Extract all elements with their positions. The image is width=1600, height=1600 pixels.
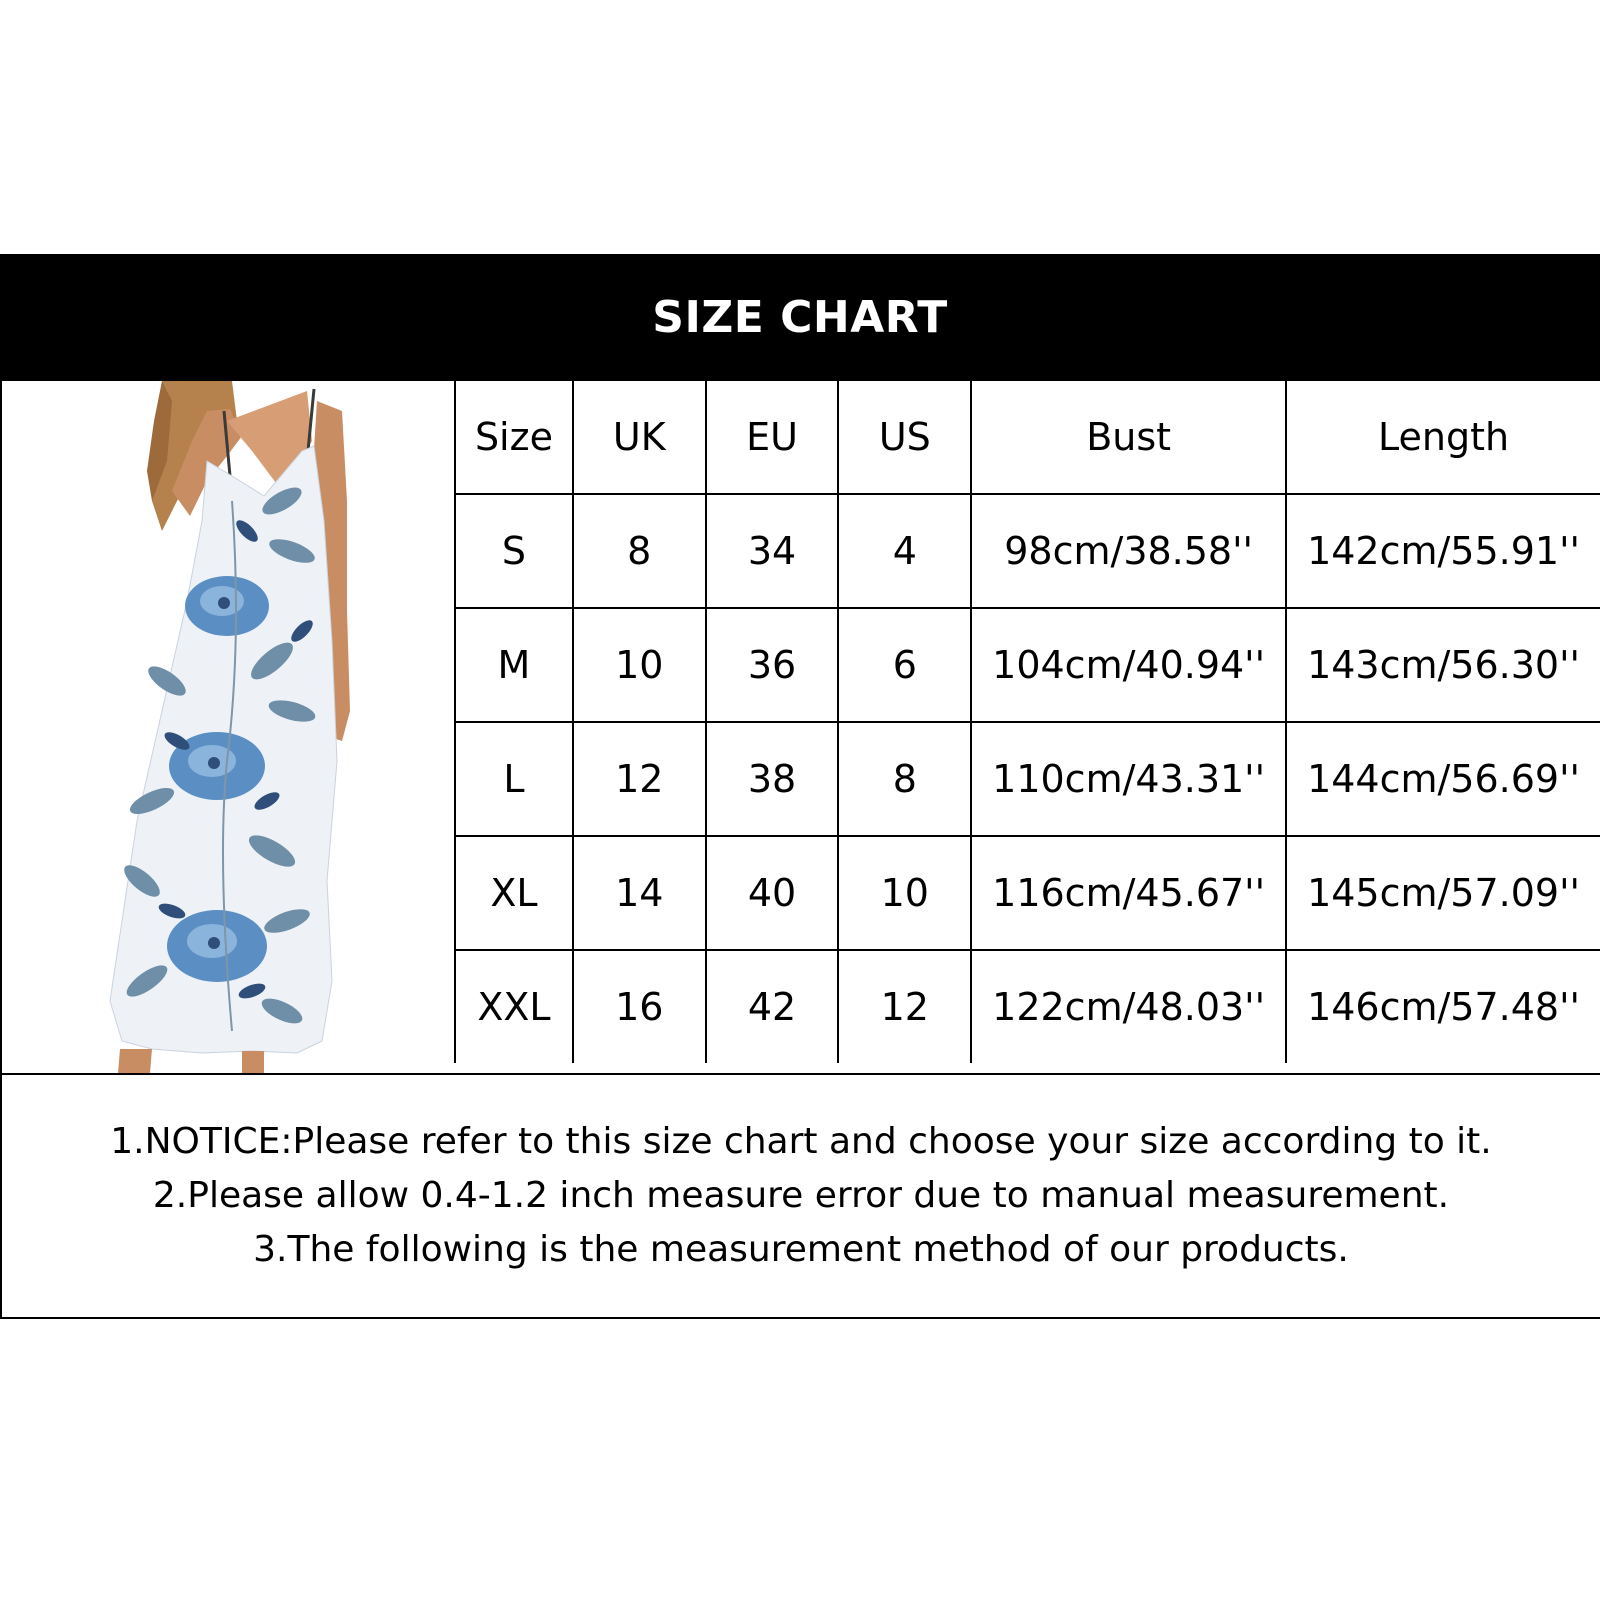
note-line-3: 3.The following is the measurement method of our products. [253, 1229, 1349, 1270]
floral-maxi-dress-photo [2, 381, 454, 1073]
cell-length: 143cm/56.30'' [1286, 608, 1600, 722]
cell-eu: 36 [706, 608, 839, 722]
dress-illustration [2, 381, 454, 1073]
cell-us: 8 [838, 722, 971, 836]
cell-length: 146cm/57.48'' [1286, 950, 1600, 1063]
cell-us: 10 [838, 836, 971, 950]
cell-us: 12 [838, 950, 971, 1063]
header-eu: EU [706, 381, 839, 494]
cell-length: 142cm/55.91'' [1286, 494, 1600, 608]
cell-uk: 8 [573, 494, 706, 608]
cell-uk: 10 [573, 608, 706, 722]
notes-section [2, 1073, 1600, 1317]
chart-body [0, 381, 1600, 1319]
table-header-row [455, 381, 1600, 494]
header-bar [0, 254, 1600, 381]
size-chart [0, 254, 1600, 1319]
table-row [455, 494, 1600, 608]
cell-size: S [455, 494, 573, 608]
cell-uk: 12 [573, 722, 706, 836]
chart-title: SIZE CHART [652, 292, 948, 343]
cell-us: 4 [838, 494, 971, 608]
header-us: US [838, 381, 971, 494]
cell-size: XL [455, 836, 573, 950]
cell-bust: 116cm/45.67'' [971, 836, 1286, 950]
cell-length: 144cm/56.69'' [1286, 722, 1600, 836]
cell-us: 6 [838, 608, 971, 722]
cell-uk: 14 [573, 836, 706, 950]
table-row [455, 608, 1600, 722]
header-uk: UK [573, 381, 706, 494]
cell-eu: 38 [706, 722, 839, 836]
cell-size: XXL [455, 950, 573, 1063]
cell-size: M [455, 608, 573, 722]
cell-uk: 16 [573, 950, 706, 1063]
cell-eu: 34 [706, 494, 839, 608]
table-row [455, 836, 1600, 950]
note-line-2: 2.Please allow 0.4-1.2 inch measure error due to manual measurement. [152, 1175, 1450, 1216]
cell-bust: 104cm/40.94'' [971, 608, 1286, 722]
table-row [455, 722, 1600, 836]
note-line-1: 1.NOTICE:Please refer to this size chart and choose your size according to it. [110, 1121, 1492, 1162]
cell-bust: 98cm/38.58'' [971, 494, 1286, 608]
header-bust: Bust [971, 381, 1286, 494]
cell-eu: 40 [706, 836, 839, 950]
cell-eu: 42 [706, 950, 839, 1063]
flower-icon [185, 576, 269, 636]
size-table [454, 381, 1600, 1063]
cell-length: 145cm/57.09'' [1286, 836, 1600, 950]
header-size: Size [455, 381, 573, 494]
cell-bust: 122cm/48.03'' [971, 950, 1286, 1063]
header-length: Length [1286, 381, 1600, 494]
cell-size: L [455, 722, 573, 836]
cell-bust: 110cm/43.31'' [971, 722, 1286, 836]
table-row [455, 950, 1600, 1063]
